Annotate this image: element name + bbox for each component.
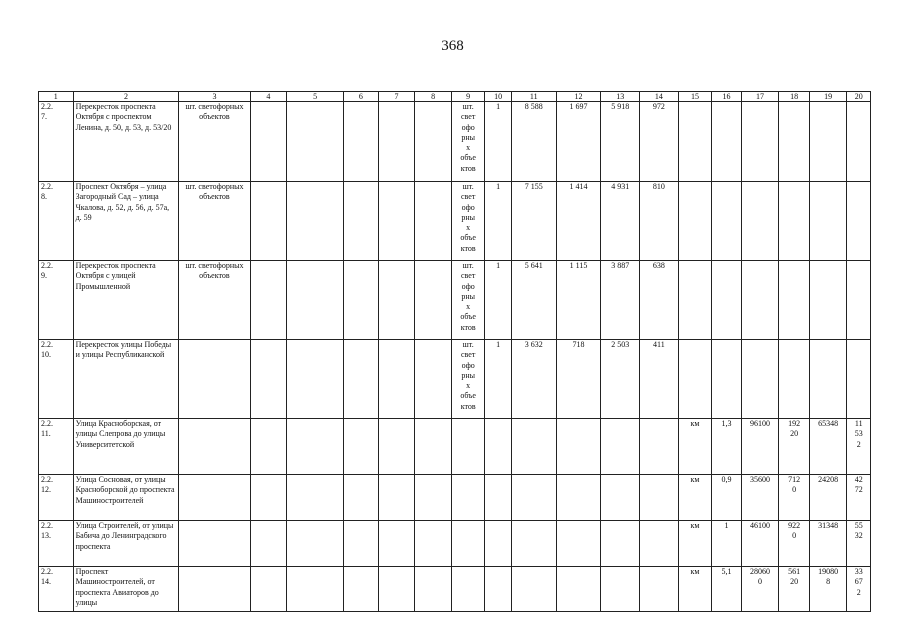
- table-cell-col2: Проспект Октября – улица Загородный Сад – улица Чкалова, д. 52, д. 56, д. 57а, д. 59: [73, 182, 179, 261]
- table-cell-col1: 2.2. 11.: [39, 419, 74, 475]
- table-cell-col10: 1: [485, 102, 511, 182]
- table-cell-col14: 638: [640, 261, 679, 340]
- table-cell-col19: [809, 340, 847, 419]
- table-cell-col13: [601, 567, 640, 612]
- table-cell-col15: км: [678, 475, 712, 521]
- table-cell-col10: [485, 521, 511, 567]
- table-cell-col12: [556, 475, 601, 521]
- table-cell-col20: [847, 261, 871, 340]
- table-cell-col11: [511, 419, 556, 475]
- table-cell-col4: [250, 182, 287, 261]
- table-cell-col2: Перекресток улицы Победы и улицы Республиканской: [73, 340, 179, 419]
- table-cell-col1: 2.2. 13.: [39, 521, 74, 567]
- column-header-9: 9: [451, 92, 485, 102]
- table-cell-col15: км: [678, 521, 712, 567]
- column-header-12: 12: [556, 92, 601, 102]
- table-cell-col16: 1: [712, 521, 741, 567]
- table-cell-col20: 33 67 2: [847, 567, 871, 612]
- table-cell-col3: шт. светофорных объектов: [179, 102, 250, 182]
- table-cell-col13: 5 918: [601, 102, 640, 182]
- column-header-17: 17: [741, 92, 779, 102]
- table-cell-col8: [415, 102, 452, 182]
- table-cell-col8: [415, 182, 452, 261]
- table-cell-col18: [779, 340, 810, 419]
- table-cell-col14: [640, 475, 679, 521]
- table-cell-col12: 1 697: [556, 102, 601, 182]
- table-cell-col4: [250, 475, 287, 521]
- table-cell-col1: 2.2. 9.: [39, 261, 74, 340]
- table-cell-col12: 1 414: [556, 182, 601, 261]
- table-cell-col10: 1: [485, 182, 511, 261]
- table-row: [39, 182, 871, 261]
- table-cell-col16: 1,3: [712, 419, 741, 475]
- table-cell-col15: [678, 102, 712, 182]
- table-cell-col16: [712, 102, 741, 182]
- table-cell-col18: 922 0: [779, 521, 810, 567]
- table-cell-col20: [847, 102, 871, 182]
- table-cell-col14: [640, 567, 679, 612]
- table-cell-col10: [485, 475, 511, 521]
- table-cell-col6: [344, 475, 379, 521]
- table-cell-col13: 4 931: [601, 182, 640, 261]
- table-cell-col6: [344, 102, 379, 182]
- table-cell-col2: Проспект Машиностроителей, от проспекта Авиаторов до улицы: [73, 567, 179, 612]
- column-header-19: 19: [809, 92, 847, 102]
- table-cell-col3: шт. светофорных объектов: [179, 182, 250, 261]
- table-cell-col9: шт. свет офо рны х объе ктов: [451, 261, 485, 340]
- table-cell-col12: [556, 419, 601, 475]
- table-cell-col3: [179, 567, 250, 612]
- table-cell-col19: [809, 182, 847, 261]
- table-cell-col7: [378, 102, 415, 182]
- table-cell-col19: [809, 102, 847, 182]
- table-cell-col6: [344, 182, 379, 261]
- table-cell-col17: [741, 182, 779, 261]
- table-cell-col19: 31348: [809, 521, 847, 567]
- table-cell-col2: Перекресток проспекта Октября с улицей Промышленной: [73, 261, 179, 340]
- table-cell-col7: [378, 521, 415, 567]
- table-cell-col15: км: [678, 419, 712, 475]
- table-cell-col1: 2.2. 12.: [39, 475, 74, 521]
- table-cell-col7: [378, 340, 415, 419]
- table-cell-col13: 2 503: [601, 340, 640, 419]
- table-cell-col1: 2.2. 10.: [39, 340, 74, 419]
- table-cell-col6: [344, 567, 379, 612]
- table-cell-col12: 1 115: [556, 261, 601, 340]
- table-cell-col11: 3 632: [511, 340, 556, 419]
- table-row: [39, 102, 871, 182]
- table-cell-col15: км: [678, 567, 712, 612]
- table-cell-col1: 2.2. 8.: [39, 182, 74, 261]
- table-cell-col1: 2.2. 14.: [39, 567, 74, 612]
- table-cell-col20: 42 72: [847, 475, 871, 521]
- table-cell-col13: [601, 521, 640, 567]
- table-cell-col11: [511, 521, 556, 567]
- column-header-14: 14: [640, 92, 679, 102]
- table-cell-col8: [415, 521, 452, 567]
- header-row: [39, 92, 871, 102]
- table-cell-col19: [809, 261, 847, 340]
- table-cell-col16: 5,1: [712, 567, 741, 612]
- table-cell-col5: [287, 521, 344, 567]
- column-header-1: 1: [39, 92, 74, 102]
- table-cell-col7: [378, 261, 415, 340]
- table-cell-col20: 55 32: [847, 521, 871, 567]
- table-cell-col5: [287, 340, 344, 419]
- table-cell-col7: [378, 567, 415, 612]
- column-header-5: 5: [287, 92, 344, 102]
- table-cell-col7: [378, 182, 415, 261]
- table-cell-col18: 192 20: [779, 419, 810, 475]
- table-row: [39, 475, 871, 521]
- table-cell-col16: [712, 182, 741, 261]
- table-cell-col9: [451, 567, 485, 612]
- table-cell-col14: 411: [640, 340, 679, 419]
- table-cell-col13: [601, 419, 640, 475]
- table-row: [39, 567, 871, 612]
- column-header-2: 2: [73, 92, 179, 102]
- table-cell-col8: [415, 567, 452, 612]
- page-number: 368: [441, 38, 464, 54]
- table-cell-col13: [601, 475, 640, 521]
- table-cell-col8: [415, 419, 452, 475]
- table-cell-col4: [250, 521, 287, 567]
- column-header-8: 8: [415, 92, 452, 102]
- table-row: [39, 340, 871, 419]
- table-cell-col17: 96100: [741, 419, 779, 475]
- table-cell-col9: шт. свет офо рны х объе ктов: [451, 340, 485, 419]
- column-header-7: 7: [378, 92, 415, 102]
- table-cell-col16: [712, 261, 741, 340]
- table-cell-col14: 810: [640, 182, 679, 261]
- table-cell-col5: [287, 419, 344, 475]
- table-cell-col10: 1: [485, 340, 511, 419]
- table-cell-col15: [678, 182, 712, 261]
- table-cell-col6: [344, 419, 379, 475]
- data-table: [38, 91, 871, 612]
- table-cell-col17: 35600: [741, 475, 779, 521]
- table-cell-col4: [250, 261, 287, 340]
- table-cell-col17: 28060 0: [741, 567, 779, 612]
- table-cell-col3: [179, 419, 250, 475]
- table-cell-col8: [415, 475, 452, 521]
- table-cell-col11: [511, 567, 556, 612]
- table-cell-col5: [287, 261, 344, 340]
- table-cell-col11: 7 155: [511, 182, 556, 261]
- table-cell-col10: [485, 419, 511, 475]
- table-cell-col10: [485, 567, 511, 612]
- table-cell-col15: [678, 340, 712, 419]
- table-cell-col12: 718: [556, 340, 601, 419]
- table-cell-col8: [415, 261, 452, 340]
- table-cell-col4: [250, 567, 287, 612]
- table-cell-col18: [779, 182, 810, 261]
- table-cell-col9: [451, 521, 485, 567]
- table-cell-col7: [378, 475, 415, 521]
- column-header-16: 16: [712, 92, 741, 102]
- table-cell-col5: [287, 475, 344, 521]
- table-cell-col17: [741, 340, 779, 419]
- table-row: [39, 521, 871, 567]
- table-cell-col6: [344, 340, 379, 419]
- table-cell-col18: [779, 261, 810, 340]
- table-cell-col18: [779, 102, 810, 182]
- table-cell-col11: [511, 475, 556, 521]
- table-cell-col4: [250, 102, 287, 182]
- table-cell-col3: [179, 340, 250, 419]
- table-cell-col3: [179, 521, 250, 567]
- table-cell-col19: 65348: [809, 419, 847, 475]
- table-cell-col5: [287, 182, 344, 261]
- table-cell-col11: 8 588: [511, 102, 556, 182]
- table-cell-col17: [741, 102, 779, 182]
- table-cell-col18: 712 0: [779, 475, 810, 521]
- table-cell-col2: Улица Сосновая, от улицы Красноборской до проспекта Машиностроителей: [73, 475, 179, 521]
- table-cell-col3: [179, 475, 250, 521]
- table-cell-col9: шт. свет офо рны х объе ктов: [451, 102, 485, 182]
- table-cell-col19: 19080 8: [809, 567, 847, 612]
- table-cell-col17: 46100: [741, 521, 779, 567]
- table-cell-col14: 972: [640, 102, 679, 182]
- table-cell-col5: [287, 567, 344, 612]
- table-cell-col19: 24208: [809, 475, 847, 521]
- table-cell-col10: 1: [485, 261, 511, 340]
- column-header-18: 18: [779, 92, 810, 102]
- table-cell-col12: [556, 567, 601, 612]
- table-cell-col16: 0,9: [712, 475, 741, 521]
- table-cell-col9: [451, 419, 485, 475]
- table-cell-col15: [678, 261, 712, 340]
- table-cell-col13: 3 887: [601, 261, 640, 340]
- table-cell-col20: [847, 340, 871, 419]
- table-cell-col4: [250, 340, 287, 419]
- table-cell-col9: [451, 475, 485, 521]
- column-header-11: 11: [511, 92, 556, 102]
- table-cell-col6: [344, 261, 379, 340]
- column-header-20: 20: [847, 92, 871, 102]
- table-cell-col20: 11 53 2: [847, 419, 871, 475]
- table-cell-col4: [250, 419, 287, 475]
- table-row: [39, 419, 871, 475]
- table-cell-col7: [378, 419, 415, 475]
- column-header-4: 4: [250, 92, 287, 102]
- table-cell-col1: 2.2. 7.: [39, 102, 74, 182]
- table-cell-col2: Улица Красноборская, от улицы Слепрова до улицы Университетской: [73, 419, 179, 475]
- table-cell-col14: [640, 419, 679, 475]
- table-cell-col17: [741, 261, 779, 340]
- column-header-15: 15: [678, 92, 712, 102]
- column-header-3: 3: [179, 92, 250, 102]
- table-cell-col14: [640, 521, 679, 567]
- table-cell-col2: Улица Строителей, от улицы Бабича до Ленинградского проспекта: [73, 521, 179, 567]
- table-cell-col6: [344, 521, 379, 567]
- table-cell-col18: 561 20: [779, 567, 810, 612]
- table-cell-col12: [556, 521, 601, 567]
- table-cell-col2: Перекресток проспекта Октября с проспектом Ленина, д. 50, д. 53, д. 53/20: [73, 102, 179, 182]
- column-header-10: 10: [485, 92, 511, 102]
- table-cell-col20: [847, 182, 871, 261]
- table-cell-col11: 5 641: [511, 261, 556, 340]
- table-row: [39, 261, 871, 340]
- table-cell-col5: [287, 102, 344, 182]
- column-header-6: 6: [344, 92, 379, 102]
- table-cell-col16: [712, 340, 741, 419]
- table-cell-col8: [415, 340, 452, 419]
- table-cell-col9: шт. свет офо рны х объе ктов: [451, 182, 485, 261]
- column-header-13: 13: [601, 92, 640, 102]
- table-cell-col3: шт. светофорных объектов: [179, 261, 250, 340]
